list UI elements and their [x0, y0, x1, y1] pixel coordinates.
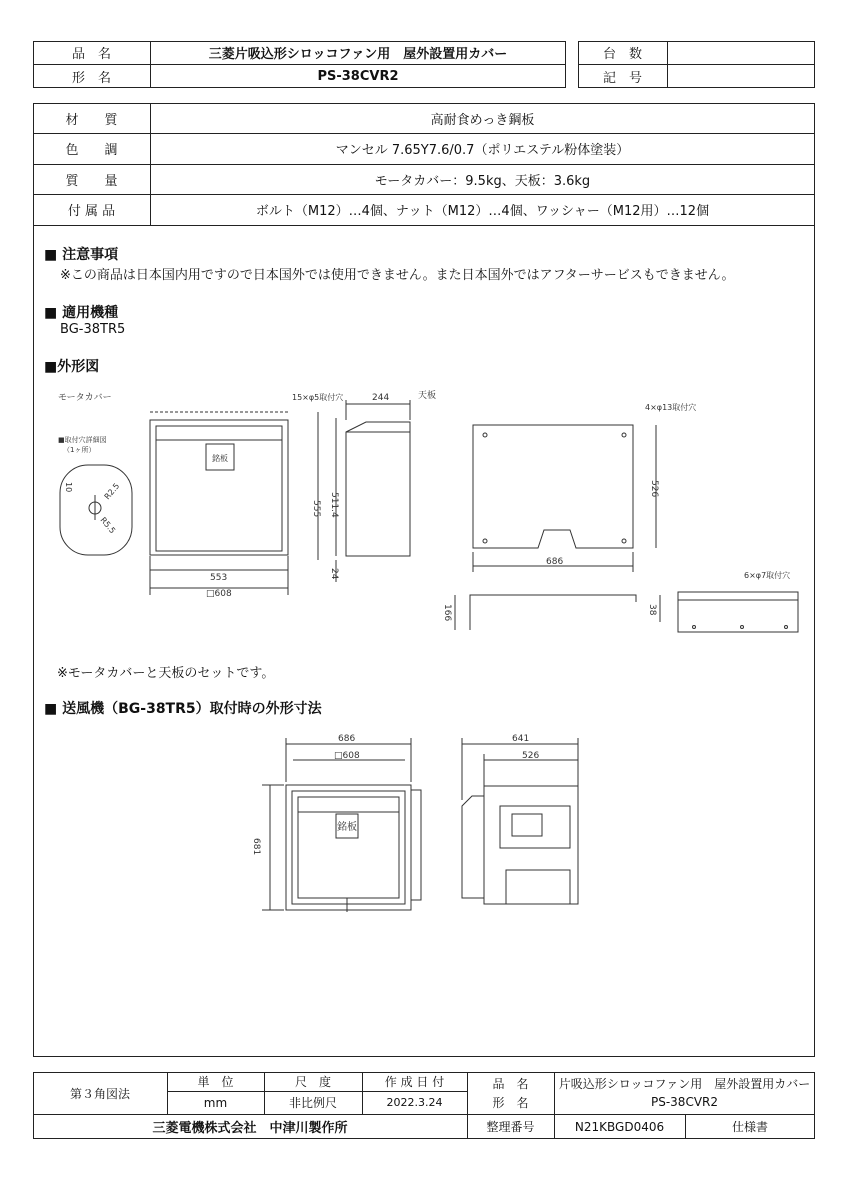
dim-10: 10 — [64, 482, 73, 493]
dim-m686: 686 — [338, 734, 356, 744]
dim-m681: 681 — [251, 838, 261, 856]
company-name: 三菱電機株式会社 中津川製作所 — [152, 1121, 348, 1136]
unit-label: 単 位 — [197, 1075, 234, 1089]
symbol-label: 記 号 — [602, 70, 642, 86]
spec-value-accessories: ボルト（M12）…4個、ナット（M12）…4個、ワッシャー（M12用）…12個 — [255, 204, 710, 219]
dim-555: 555 — [311, 500, 321, 518]
hole-note-top: 4×φ13取付穴 — [645, 403, 697, 412]
count-label: 台 数 — [602, 47, 642, 62]
symbol-value — [667, 64, 815, 88]
dim-r25: R2.5 — [102, 481, 122, 502]
scale-label: 尺 度 — [294, 1075, 331, 1089]
doc-no-label: 整理番号 — [486, 1120, 535, 1134]
dim-r55: R5.5 — [98, 515, 118, 536]
dim-24: 24 — [329, 568, 339, 580]
spec-value-color: マンセル 7.65Y7.6/0.7（ポリエステル粉体塗装） — [335, 143, 630, 158]
date-value: 2022.3.24 — [386, 1096, 443, 1109]
footer-name-value: 片吸込形シロッコファン用 屋外設置用カバー — [558, 1076, 811, 1091]
dim-553: 553 — [210, 573, 228, 583]
models-title: ■ 適用機種 — [44, 305, 119, 321]
nameplate-label: 銘板 — [212, 454, 228, 463]
count-value — [667, 41, 815, 64]
doc-no: N21KBGD0406 — [574, 1119, 665, 1134]
spec-label-mass: 質 量 — [65, 173, 118, 189]
scale-value: 非比例尺 — [288, 1096, 337, 1110]
spec-value-material: 高耐食めっき鋼板 — [430, 112, 535, 128]
outline-drawing — [0, 380, 848, 650]
hole-note-cover: 15×φ5取付穴 — [292, 393, 344, 402]
motor-cover-label: モータカバー — [58, 393, 112, 403]
dim-686: 686 — [546, 557, 564, 567]
dim-m608: □608 — [334, 751, 360, 761]
dim-511: 511.4 — [329, 492, 339, 518]
dim-244: 244 — [372, 393, 390, 403]
product-name-label: 品 名 — [71, 47, 111, 62]
top-plate-label: 天板 — [418, 391, 437, 401]
hole-note-top2: 6×φ7取付穴 — [744, 571, 791, 580]
hole-detail-label: ■取付穴詳細図 — [58, 436, 107, 444]
spec-label-color: 色 調 — [65, 143, 118, 158]
date-label: 作 成 日 付 — [384, 1075, 445, 1089]
projection: 第３角図法 — [69, 1086, 130, 1101]
spec-value-mass: モータカバー：9.5kg、天板：3.6kg — [374, 173, 591, 189]
mounted-nameplate: 銘板 — [337, 822, 357, 833]
model-value: PS-38CVR2 — [317, 68, 399, 84]
unit-value: mm — [203, 1095, 228, 1110]
spec-label-material: 材 質 — [65, 112, 118, 128]
footer-model-label: 形 名 — [492, 1095, 529, 1110]
spec-label-accessories: 付 属 品 — [67, 204, 116, 219]
dim-m641: 641 — [512, 734, 530, 744]
caution-text: ※この商品は日本国内用ですので日本国外では使用できません。また日本国外ではアフターサービスもできません。 — [60, 268, 735, 283]
mounted-title: ■ 送風機（BG-38TR5）取付時の外形寸法 — [44, 701, 322, 717]
hole-detail-sub: （1ヶ所） — [63, 446, 96, 454]
model-label: 形 名 — [71, 70, 111, 86]
dim-166: 166 — [442, 604, 452, 622]
dim-526: 526 — [649, 480, 659, 498]
footer-model-value: PS-38CVR2 — [650, 1095, 718, 1109]
doc-type: 仕様書 — [731, 1120, 768, 1134]
dim-m526: 526 — [522, 751, 540, 761]
outline-title: ■外形図 — [44, 359, 100, 375]
set-note: ※モータカバーと天板のセットです。 — [57, 666, 275, 681]
models-text: BG-38TR5 — [60, 322, 126, 337]
dim-38: 38 — [647, 604, 657, 616]
caution-title: ■ 注意事項 — [44, 247, 119, 263]
product-name: 三菱片吸込形シロッコファン用 屋外設置用カバー — [208, 47, 508, 62]
dim-608: □608 — [206, 589, 232, 599]
footer-name-label: 品 名 — [492, 1076, 529, 1091]
mounted-drawing — [0, 725, 848, 925]
